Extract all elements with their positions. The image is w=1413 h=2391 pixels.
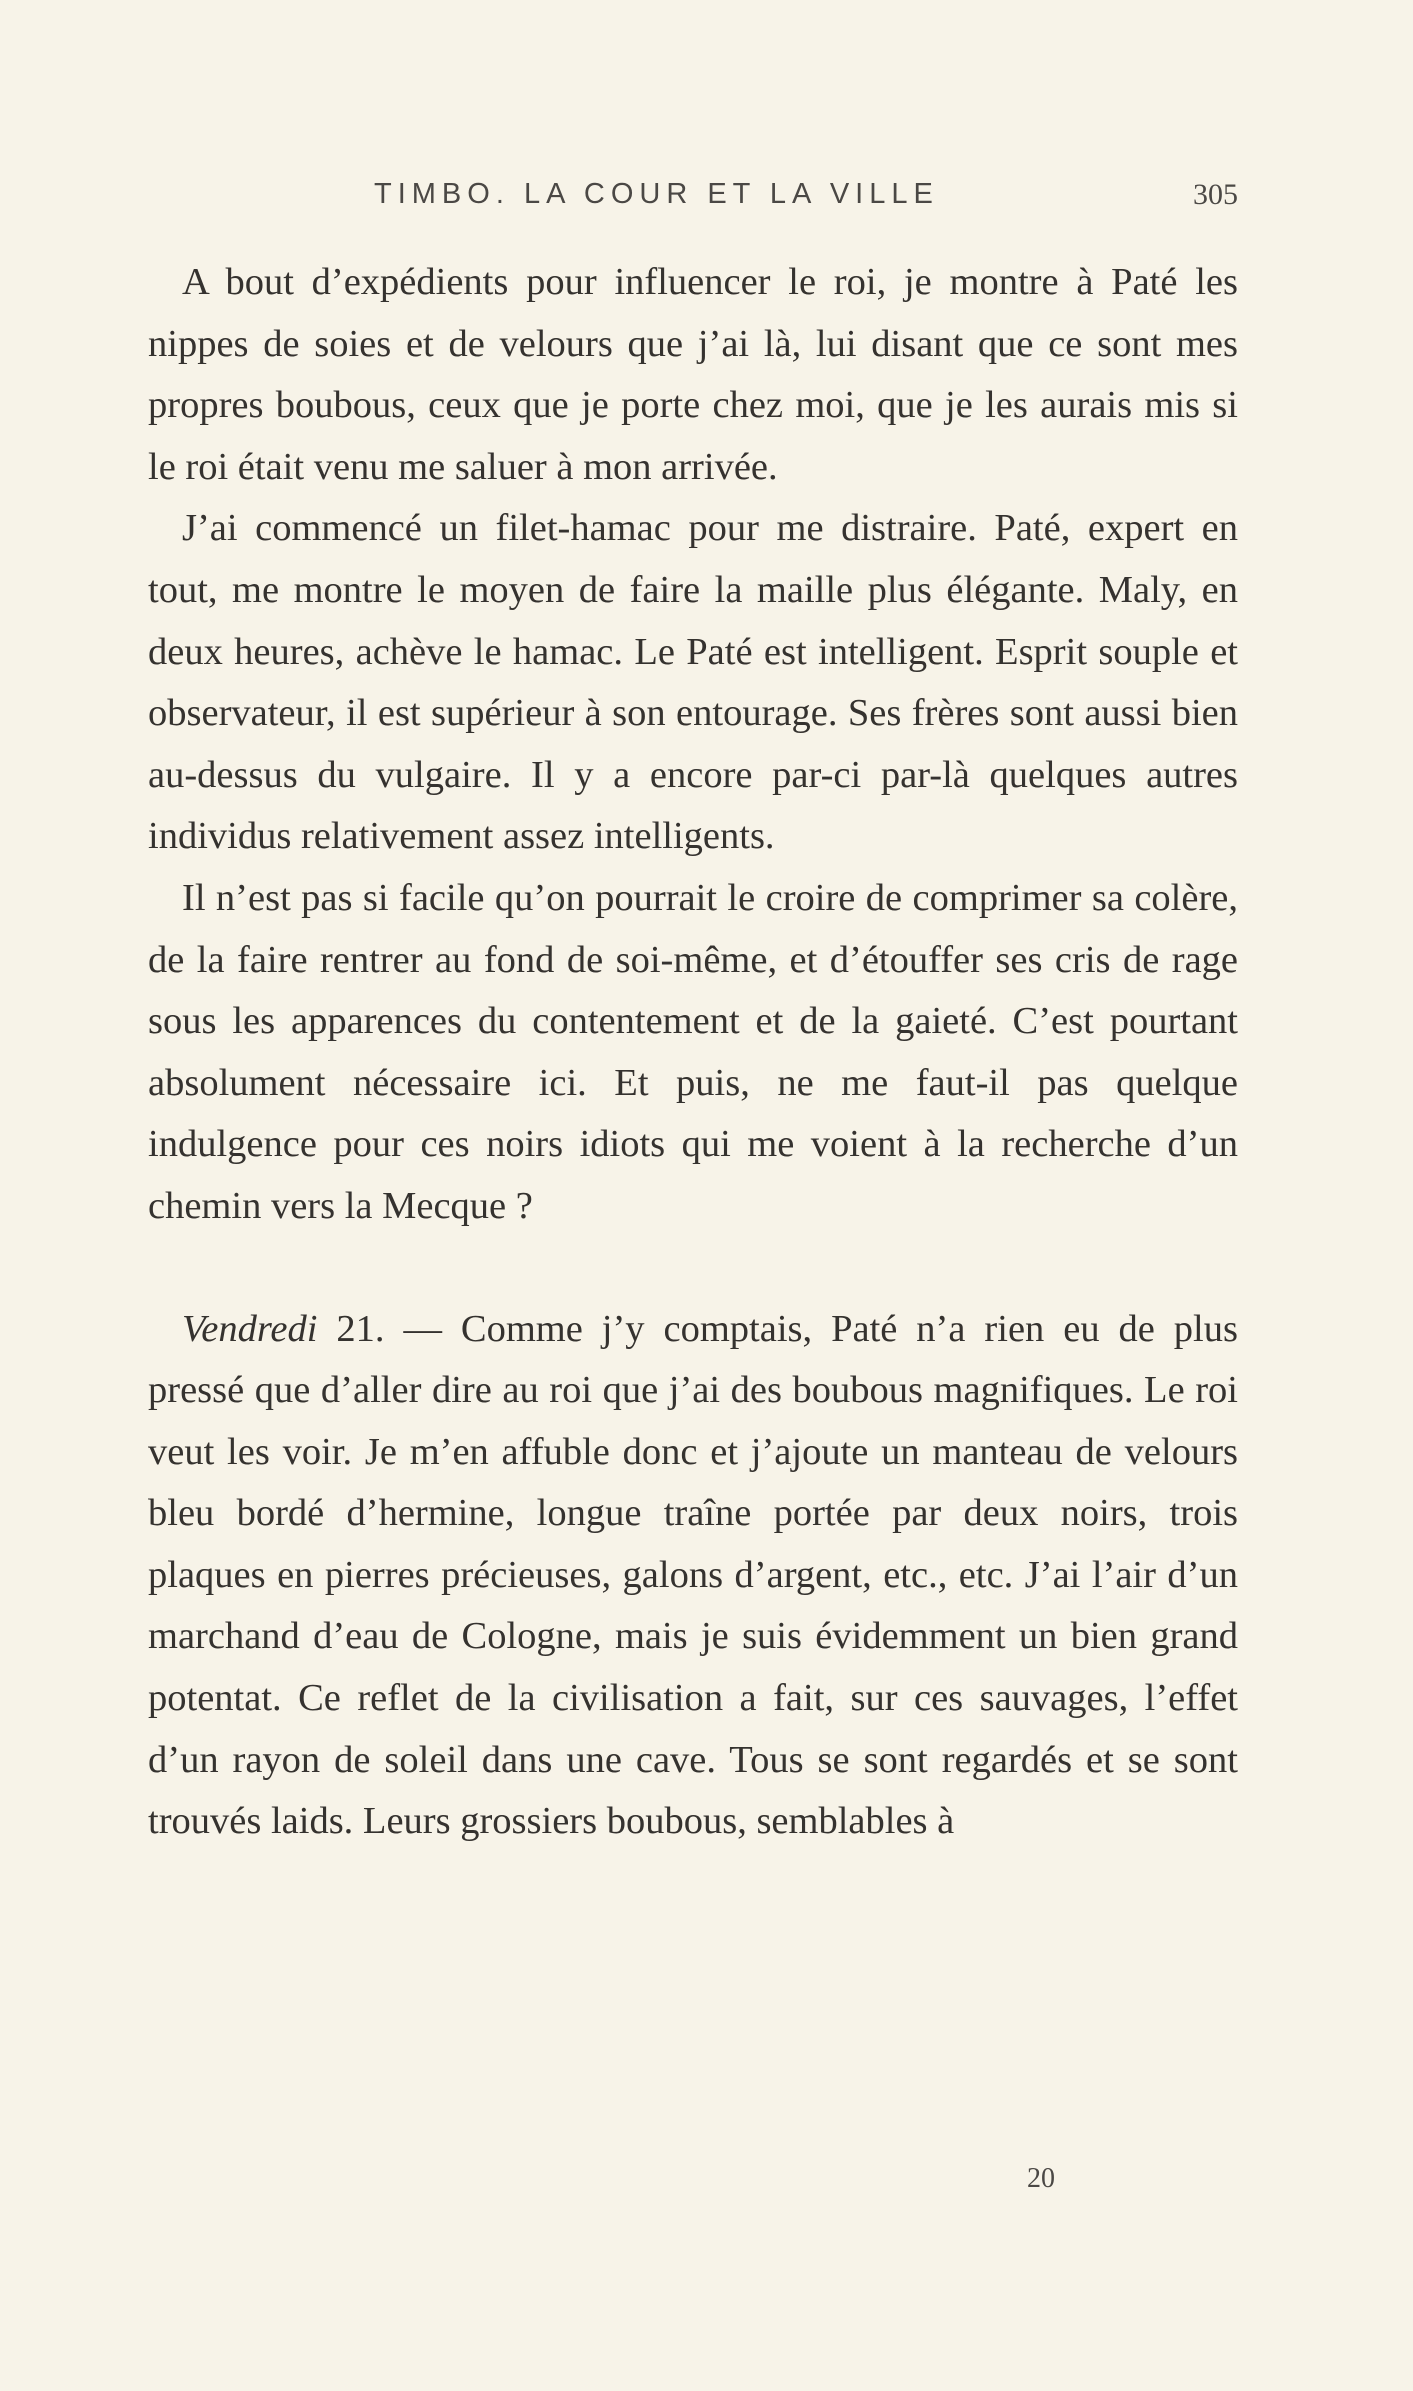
paragraph-2: J’ai commencé un filet-hamac pour me distraire. Paté, expert en tout, me montre le moyen de faire la maille plus élégante. Maly, en deux heures, achève le hamac. Le Paté est intelligent. Esprit souple et observateur, il est supérieur à son entourage. Ses frères sont aussi bien au-dessus du vulgaire. Il y a encore par-ci par-là quelques autres individus relativement assez intelligents. xyxy=(148,507,1238,858)
diary-entry xyxy=(148,1299,1238,1853)
running-head xyxy=(148,178,1238,228)
running-title: TIMBO. LA COUR ET LA VILLE xyxy=(374,178,939,210)
paragraph-3: Il n’est pas si facile qu’on pourrait le croire de comprimer sa colère, de la faire rentrer au fond de soi-même, et d’étouffer ses cris de rage sous les apparences du contentement et de la gaieté. C’est pourtant absolument nécessaire ici. Et puis, ne me faut-il pas quelque indulgence pour ces noirs idiots qui me voient à la recherche d’un chemin vers la Mecque ? xyxy=(148,876,1238,1227)
paragraph-1: A bout d’expédients pour influencer le roi, je montre à Paté les nippes de soies et de velours que j’ai là, lui disant que ce sont mes propres boubous, ceux que je porte chez moi, que je les aurais mis si le roi était venu me saluer à mon arrivée. xyxy=(148,261,1238,488)
signature-mark: 20 xyxy=(1027,2163,1055,2194)
entry-day-label: Vendredi xyxy=(182,1307,318,1350)
entry-text: 21. — Comme j’y comptais, Paté n’a rien eu de plus pressé que d’aller dire au roi que j’ai des boubous magnifiques. Le roi veut les voir. Je m’en affuble donc et j’ajoute un manteau de velours bleu bordé d’hermine, longue traîne portée par deux noirs, trois plaques en pierres précieuses, galons d’argent, etc., etc. J’ai l’air d’un marchand d’eau de Cologne, mais je suis évidemment un bien grand potentat. Ce reflet de la civilisation a fait, sur ces sauvages, l’effet d’un rayon de soleil dans une cave. Tous se sont regardés et se sont trouvés laids. Leurs grossiers boubous, semblables à xyxy=(148,1307,1238,1843)
page-number: 305 xyxy=(1193,178,1238,211)
body-text xyxy=(148,252,1238,1853)
